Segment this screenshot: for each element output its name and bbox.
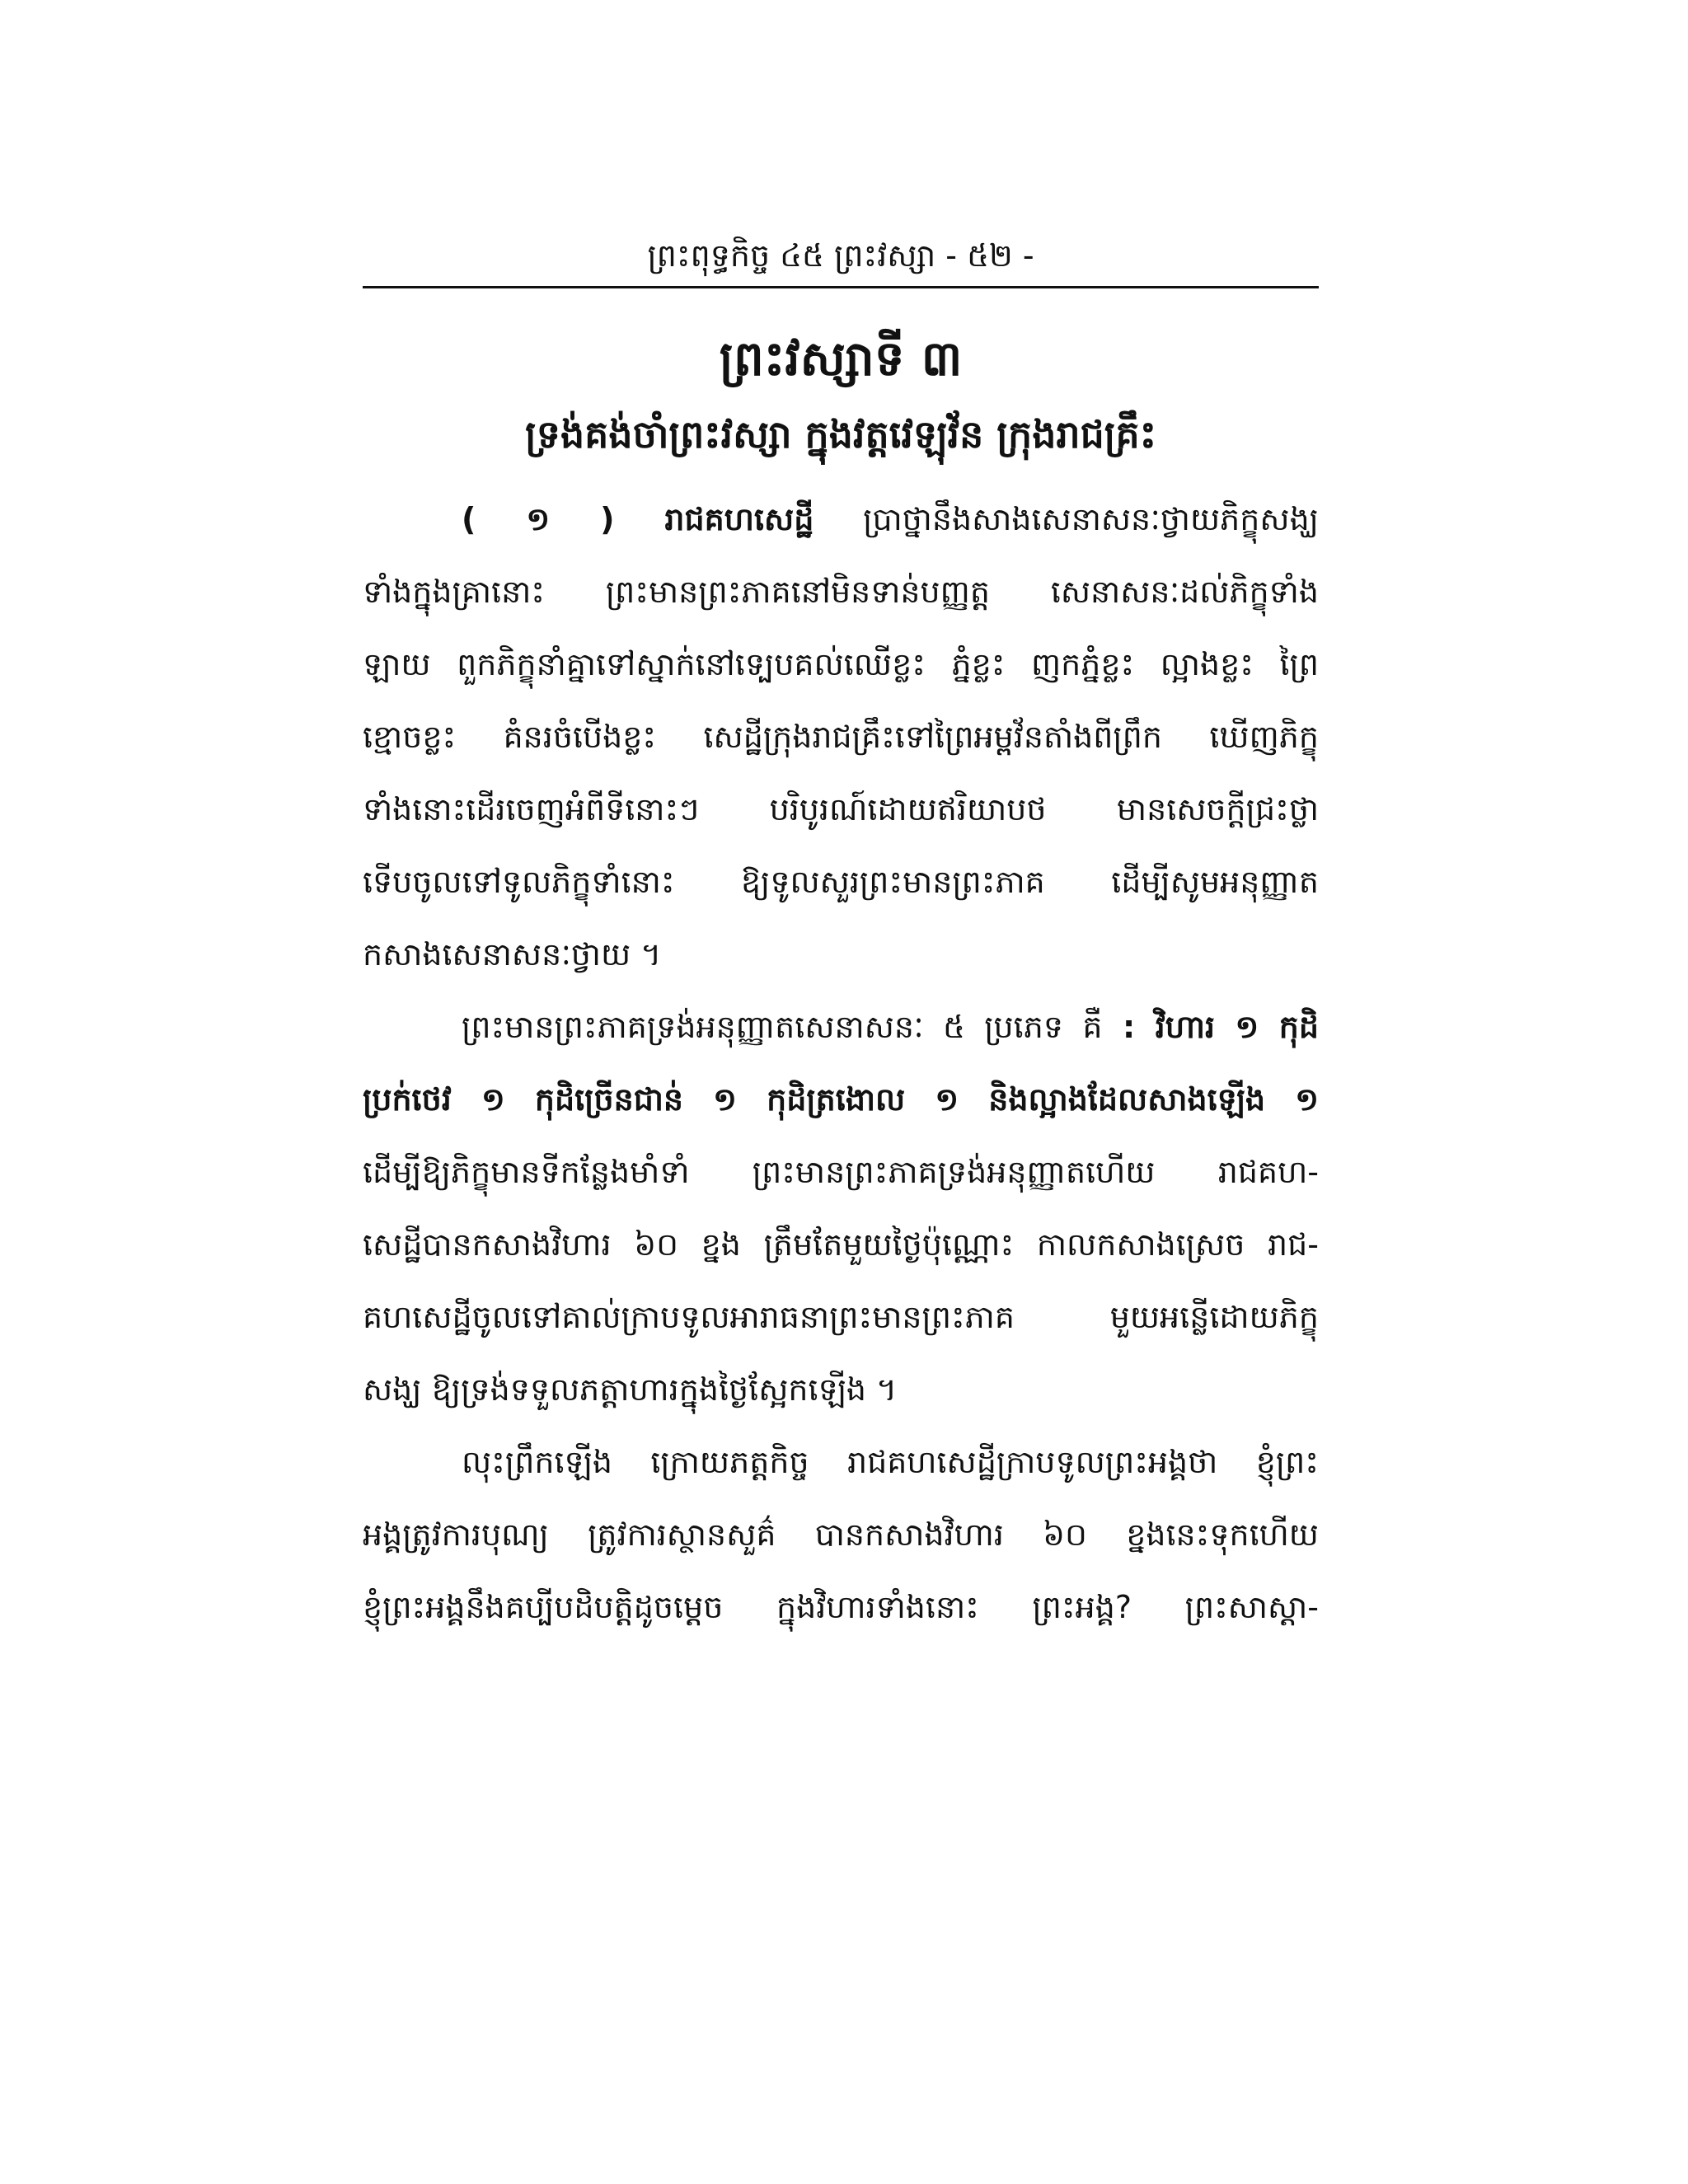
line-text: អង្គត្រូវការបុណ្យ ត្រូវការស្ថានសួគ៌ បានកសាងវិហារ ៦០ ខ្នងនេះទុកហើយ — [363, 1516, 1319, 1553]
text-line — [363, 773, 1319, 846]
line-text: ប្រាថ្នានឹងសាងសេនាសនៈថ្វាយភិក្ខុសង្ឃ — [814, 501, 1319, 537]
line-text: ទាំងក្នុងគ្រានោះ ព្រះមានព្រះភាគនៅមិនទាន់បញ្ញត្ត សេនាសនៈដល់ភិក្ខុទាំង — [363, 574, 1319, 610]
line-text: ទើបចូលទៅទូលភិក្ខុទាំនោះ ឱ្យទូលសួរព្រះមានព្រះភាគ ដើម្បីសូមអនុញ្ញាត — [363, 864, 1319, 900]
text-line — [363, 1498, 1319, 1571]
text-line — [363, 1571, 1319, 1643]
text-line — [363, 846, 1319, 918]
line-text: លុះព្រឹកឡើង ក្រោយភត្តកិច្ច រាជគហសេដ្ឋីក្រាបទូលព្រះអង្គថា ខ្ញុំព្រះ — [462, 1444, 1319, 1480]
line-text: ព្រះមានព្រះភាគទ្រង់អនុញ្ញាតសេនាសនៈ ៥ ប្រភេទ គឺ — [462, 1009, 1103, 1045]
chapter-subtitle: ទ្រង់គង់ចាំព្រះវស្សា ក្នុងវត្តវេឡុវ័ន ក្រុងរាជគ្រឹះ — [525, 412, 1156, 457]
text-line — [363, 1136, 1319, 1208]
chapter-title: ព្រះវស្សាទី ៣ — [719, 330, 963, 387]
line-text: ខ្មោចខ្លះ គំនរចំបើងខ្លះ សេដ្ឋីក្រុងរាជគ្រឹះទៅព្រៃអម្ពវ័នតាំងពីព្រឹក ឃើញភិក្ខុ — [363, 719, 1319, 755]
header-rule — [363, 286, 1319, 288]
text-line — [363, 483, 1319, 555]
text-line — [363, 1426, 1319, 1498]
line-text: ទាំងនោះដើរចេញអំពីទីនោះៗ បរិបូរណ៍ដោយឥរិយាបថ មានសេចក្តីជ្រះថ្លា — [363, 791, 1319, 827]
text-line — [363, 1281, 1319, 1353]
line-text: សេដ្ឋីបានកសាងវិហារ ៦០ ខ្នង ត្រឹមតែមួយថ្ងៃប៉ុណ្ណោះ កាលកសាងស្រេច រាជ- — [363, 1226, 1319, 1263]
body-text — [363, 483, 1319, 1643]
line-text: សង្ឃ ឱ្យទ្រង់ទទួលភត្តាហារក្នុងថ្ងៃស្អែកឡើង ។ — [363, 1371, 898, 1408]
line-text: ឡាយ ពួកភិក្ខុនាំគ្នាទៅស្នាក់នៅទ្បេបគល់ឈើខ្លះ ភ្នំខ្លះ ញកភ្នំខ្លះ ល្អាងខ្លះ ព្រៃ — [363, 646, 1319, 682]
line-text: ដើម្បីឱ្យភិក្ខុមានទីកន្លែងមាំទាំ ព្រះមានព្រះភាគទ្រង់អនុញ្ញាតហើយ រាជគហ- — [363, 1154, 1319, 1190]
line-text: ខ្ញុំព្រះអង្គនឹងគប្បីបដិបត្តិដូចម្តេច ក្នុងវិហារទាំងនោះ ព្រះអង្គ? ព្រះសាស្តា- — [363, 1589, 1319, 1625]
text-line — [363, 1063, 1319, 1136]
line-text-bold: ( ១ ) រាជគហសេដ្ឋី — [462, 501, 814, 537]
text-line — [363, 918, 1319, 991]
running-header: ព្រះពុទ្ធកិច្ច ៤៥ ព្រះវស្សា - ៥២ - — [647, 237, 1034, 274]
text-line — [363, 701, 1319, 773]
line-text-bold: ប្រក់ថេវ ១ កុដិច្រើនជាន់ ១ កុដិត្រងោល ១ និងល្អាងដែលសាងឡើង ១ — [363, 1081, 1319, 1118]
text-line — [363, 555, 1319, 628]
text-line — [363, 991, 1319, 1063]
text-line — [363, 628, 1319, 701]
text-line — [363, 1353, 1319, 1426]
line-text-bold: : វិហារ ១ កុដិ — [1102, 1009, 1319, 1045]
line-text: កសាងសេនាសនៈថ្វាយ ។ — [363, 936, 662, 972]
line-text: គហសេដ្ឋីចូលទៅគាល់ក្រាបទូលអារាធនាព្រះមានព្រះភាគ មួយអន្លើដោយភិក្ខុ — [363, 1299, 1319, 1335]
text-line — [363, 1208, 1319, 1281]
